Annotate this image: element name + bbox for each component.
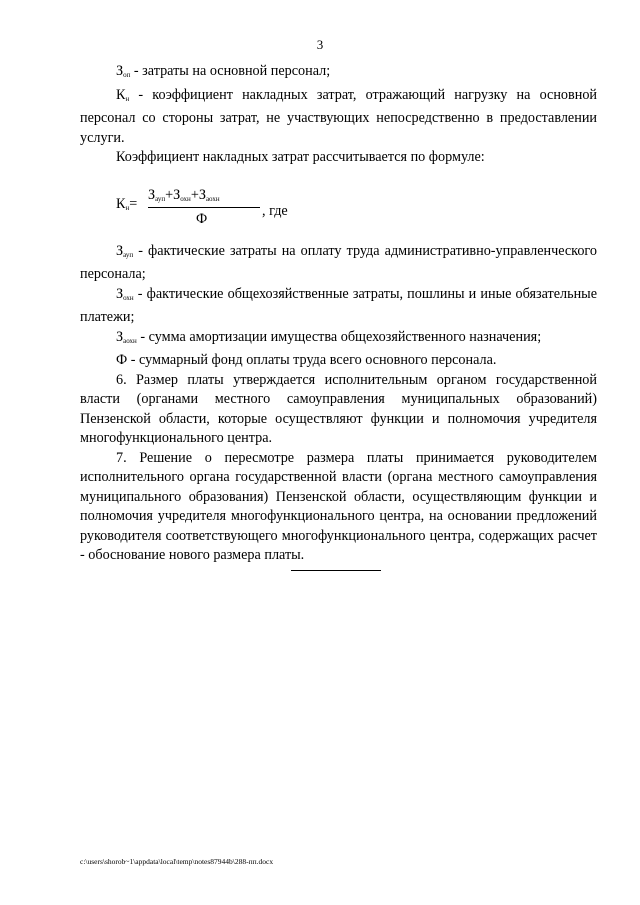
formula-numerator: $З_{ауп}+З_{охн}+З_{аохн}$	[148, 186, 220, 203]
closing-rule	[291, 570, 381, 571]
formula-denominator: Ф	[196, 210, 208, 227]
definition-zaohn: $З_{аохн}$ - сумма амортизации имущества общехозяйственного назначения;	[116, 328, 542, 345]
formula-suffix: , где	[262, 202, 288, 219]
definition-zohn: $З_{охн}$ - фактические общехозяйственные затраты, пошлины и иные обязательные платежи;	[80, 285, 597, 325]
footer-file-path: c:\users\shorob~1\appdata\local\temp\notes87944b\288-пп.docx	[80, 857, 274, 866]
overhead-coefficient-formula	[116, 176, 597, 234]
formula-lhs: $К_н=$	[116, 195, 138, 212]
document-body	[80, 62, 597, 566]
definition-zop: $З_{оп}$ - затраты на основной персонал;	[116, 63, 331, 79]
paragraph-6: 6. Размер платы утверждается исполнительным органом государственной власти (органами местного самоуправления муниципальных образований) Пензенской области, которые осуществляют функции и полномочия учредителя многофункционального центра.	[80, 371, 597, 446]
formula-intro: Коэффициент накладных затрат рассчитывается по формуле:	[116, 149, 485, 165]
definition-zaup: $З_{ауп}$ - фактические затраты на оплату труда административно-управленческого персонала;	[80, 242, 597, 282]
definition-f: Ф - суммарный фонд оплаты труда всего основного персонала.	[116, 352, 497, 368]
paragraph-7: 7. Решение о пересмотре размера платы принимается руководителем исполнительного органа государственной власти (органа местного самоуправления муниципального образования) Пензенской области, осуществляющим функции и полномочия учредителя многофункционального центра, на основании предложений руководителя соответствующего многофункционального центра, содержащих расчет - обоснование нового размера платы.	[80, 449, 597, 563]
definition-kn: $К_н$ - коэффициент накладных затрат, отражающий нагрузку на основной персонал со стороны затрат, не участвующих непосредственно в предоставлении услуги.	[80, 86, 597, 146]
fraction-bar	[148, 207, 260, 208]
page-number: 3	[316, 37, 324, 52]
